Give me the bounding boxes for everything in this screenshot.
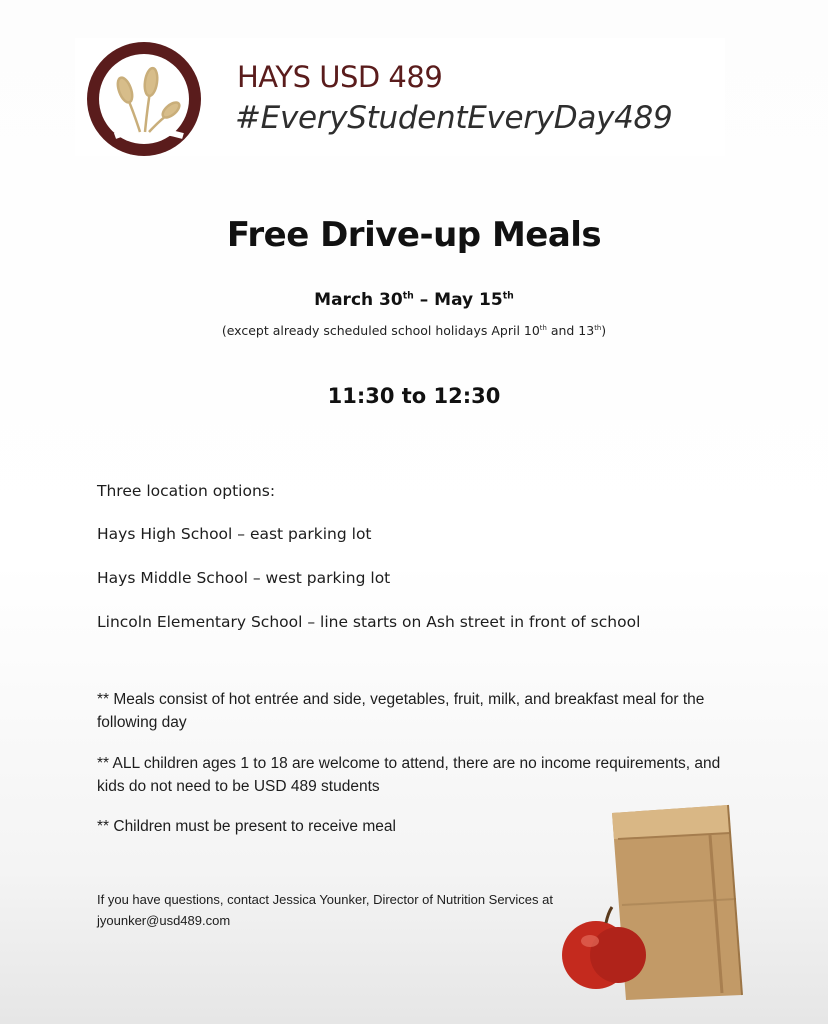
wheat-logo-icon	[85, 40, 203, 158]
note-item: ** ALL children ages 1 to 18 are welcome to attend, there are no income requirements, and kids do not need to be USD 489 students	[97, 755, 721, 795]
holiday-prefix: (except already scheduled school holidays April 10	[221, 323, 540, 338]
hashtag: #EveryStudentEveryDay489	[235, 100, 673, 136]
org-name: HAYS USD 489	[237, 60, 443, 94]
holiday-middle: and 13	[546, 323, 595, 338]
location-item: Hays Middle School – west parking lot	[97, 569, 391, 587]
header-banner	[75, 38, 725, 156]
location-item: Hays High School – east parking lot	[97, 525, 372, 543]
page-title: Free Drive-up Meals	[226, 215, 602, 255]
holiday-suffix-2: th	[594, 323, 602, 332]
note-item: ** Children must be present to receive meal	[97, 818, 396, 835]
end-date: May 15	[434, 290, 503, 310]
meal-time: 11:30 to 12:30	[327, 384, 501, 408]
location-item: Lincoln Elementary School – line starts on Ash street in front of school	[97, 613, 641, 631]
holiday-suffix-1: th	[539, 323, 547, 332]
date-dash: –	[413, 290, 435, 310]
start-date-suffix: th	[402, 290, 414, 302]
locations-heading: Three location options:	[97, 482, 276, 500]
date-range	[0, 290, 828, 310]
note-item: ** Meals consist of hot entrée and side, vegetables, fruit, milk, and breakfast meal for the following day	[97, 691, 705, 731]
contact-info: If you have questions, contact Jessica Younker, Director of Nutrition Services at jyounker@usd489.com	[97, 892, 553, 928]
holiday-close: )	[601, 323, 607, 338]
start-date: March 30	[314, 290, 403, 310]
end-date-suffix: th	[502, 290, 514, 302]
meal-illustration	[560, 795, 760, 1005]
holiday-note	[0, 323, 828, 338]
